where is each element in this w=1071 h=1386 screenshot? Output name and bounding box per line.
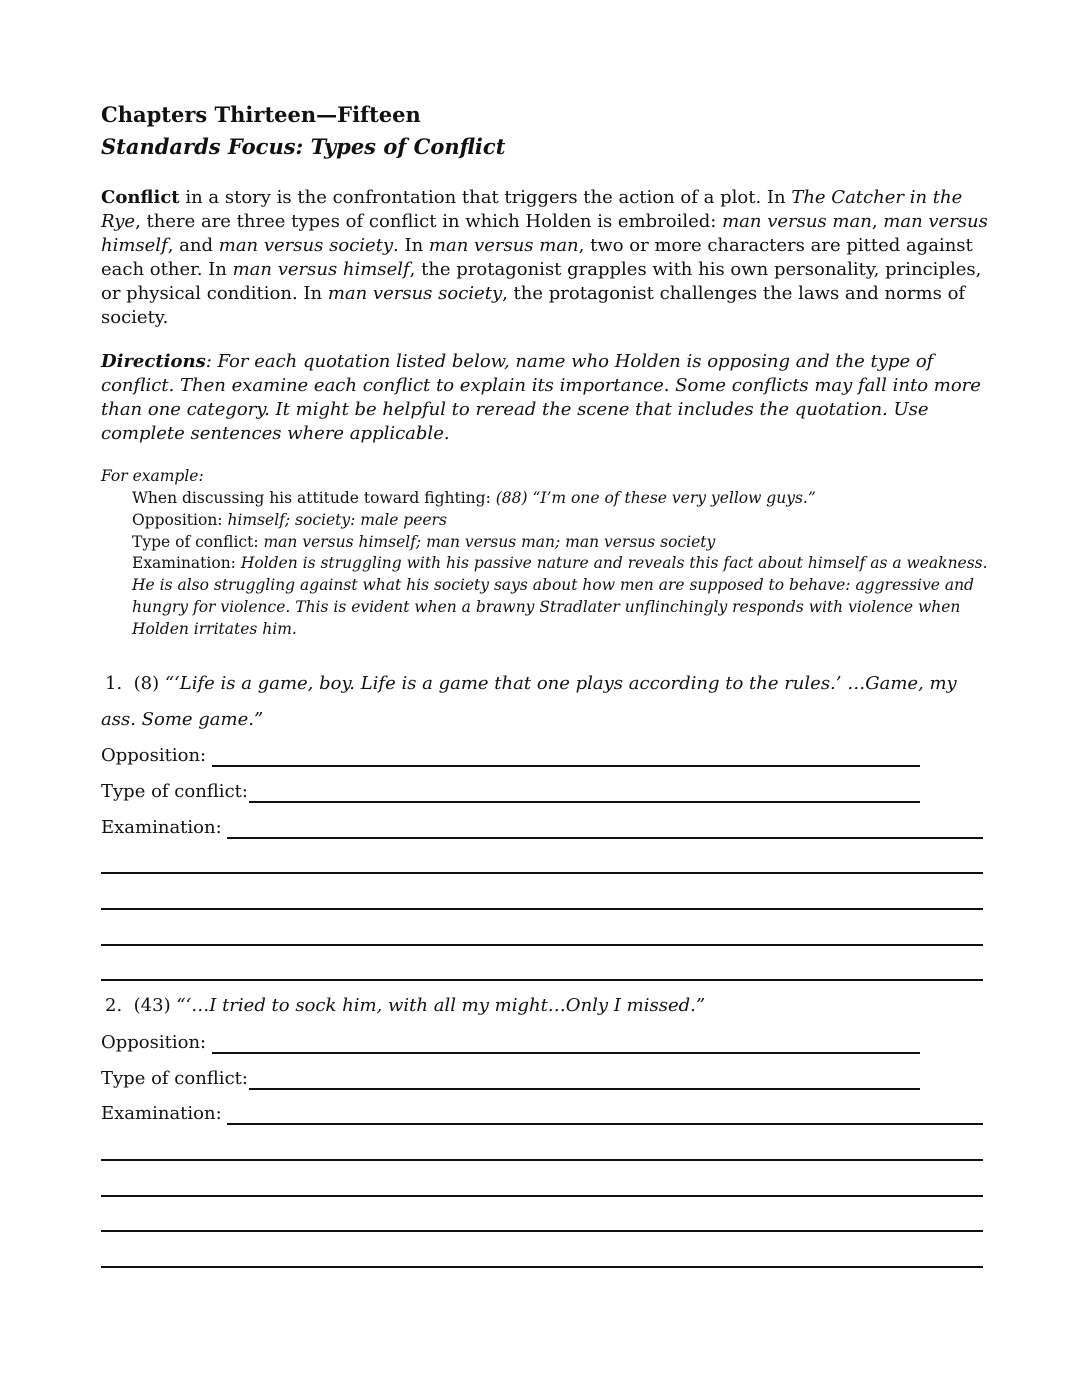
q1-opposition-label: Opposition: (101, 745, 207, 766)
example-block (132, 488, 992, 641)
example-type-label: Type of conflict: (132, 532, 264, 551)
intro-text: , the protagonist challenges the laws and norms of society. (101, 283, 966, 328)
q1-opposition-answer-line[interactable] (212, 765, 920, 767)
question-ref: (8) (133, 673, 165, 694)
q2-type-answer-line[interactable] (249, 1088, 920, 1090)
intro-text: in a story is the confrontation that triggers the action of a plot. In (179, 187, 792, 208)
q2-opposition-label: Opposition: (101, 1032, 207, 1053)
q2-examination-answer-line[interactable] (227, 1123, 983, 1125)
example-examination (132, 553, 992, 640)
q2-answer-line[interactable] (101, 1159, 983, 1161)
q2-answer-line[interactable] (101, 1195, 983, 1197)
directions-text: : For each quotation listed below, name who Holden is opposing and the type of conflict. Then examine each conflict to explain its importance. Some conflicts may fall into more than one category. It might be helpful to reread the scene that includes the quotation. Use complete sentences where applicable. (101, 351, 981, 444)
intro-text: , the protagonist grapples with his own personality, principles, or physical condition. In (101, 259, 982, 304)
q1-answer-line[interactable] (101, 979, 983, 981)
q1-answer-line[interactable] (101, 872, 983, 874)
question-quote: “‘Life is a game, boy. Life is a game that one plays according to the rules.’ …Game, my (164, 673, 957, 694)
directions-label: Directions (101, 351, 206, 372)
intro-term: Conflict (101, 187, 180, 208)
example-type-value: man versus himself; man versus man; man versus society (263, 532, 716, 551)
intro-text: , (871, 211, 884, 232)
conflict-type: man versus himself (101, 211, 988, 256)
q1-answer-line[interactable] (101, 944, 983, 946)
q1-type-answer-line[interactable] (249, 801, 920, 803)
page-subtitle: Standards Focus: Types of Conflict (101, 134, 506, 159)
question-1 (105, 673, 957, 694)
q1-examination-answer-line[interactable] (227, 837, 983, 839)
example-type (132, 532, 992, 554)
page-title: Chapters Thirteen—Fifteen (101, 102, 421, 127)
q2-examination-label: Examination: (101, 1103, 222, 1124)
q2-answer-line[interactable] (101, 1266, 983, 1268)
q1-answer-line[interactable] (101, 908, 983, 910)
intro-text: , there are three types of conflict in which Holden is embroiled: (135, 211, 723, 232)
directions-paragraph (101, 350, 981, 446)
example-context-quote: (88) “I’m one of these very yellow guys.” (495, 489, 816, 507)
example-opposition (132, 510, 992, 532)
q2-type-label: Type of conflict: (101, 1068, 248, 1089)
conflict-type: man versus society (218, 235, 394, 256)
q2-answer-line[interactable] (101, 1230, 983, 1232)
intro-paragraph (101, 186, 1001, 330)
q2-opposition-answer-line[interactable] (212, 1052, 920, 1054)
example-opposition-value: himself; society: male peers (227, 510, 447, 529)
question-quote: ass. Some game.” (101, 709, 264, 730)
intro-text: , and (167, 235, 219, 256)
example-heading: For example: (101, 467, 204, 485)
question-2 (105, 995, 705, 1016)
question-number: 2. (105, 995, 123, 1016)
question-quote: “‘…I tried to sock him, with all my might…Only I missed.” (176, 995, 706, 1016)
conflict-type: man versus himself (232, 259, 410, 280)
example-opposition-label: Opposition: (132, 510, 228, 529)
book-title: The Catcher in the Rye (101, 187, 963, 232)
question-ref: (43) (133, 995, 177, 1016)
example-context-label: When discussing his attitude toward fighting: (132, 489, 496, 507)
example-exam-label: Examination: (132, 554, 241, 573)
question-number: 1. (105, 673, 123, 694)
example-exam-value: Holden is struggling with his passive nature and reveals this fact about himself as a weakness. He is also struggling against what his society says about how men are supposed to behave: aggressive and hungry for violence. This is evident when a brawny Stradlater unflinchingly responds with violence when Holden irritates him. (132, 554, 988, 638)
conflict-type: man versus man (428, 235, 579, 256)
question-1-quote-continued (101, 709, 263, 730)
conflict-type: man versus society (327, 283, 503, 304)
intro-text: . In (393, 235, 429, 256)
conflict-type: man versus man (722, 211, 872, 232)
q1-examination-label: Examination: (101, 817, 222, 838)
q1-type-label: Type of conflict: (101, 781, 248, 802)
example-context (132, 488, 992, 510)
intro-text: , two or more characters are pitted against each other. In (101, 235, 973, 280)
